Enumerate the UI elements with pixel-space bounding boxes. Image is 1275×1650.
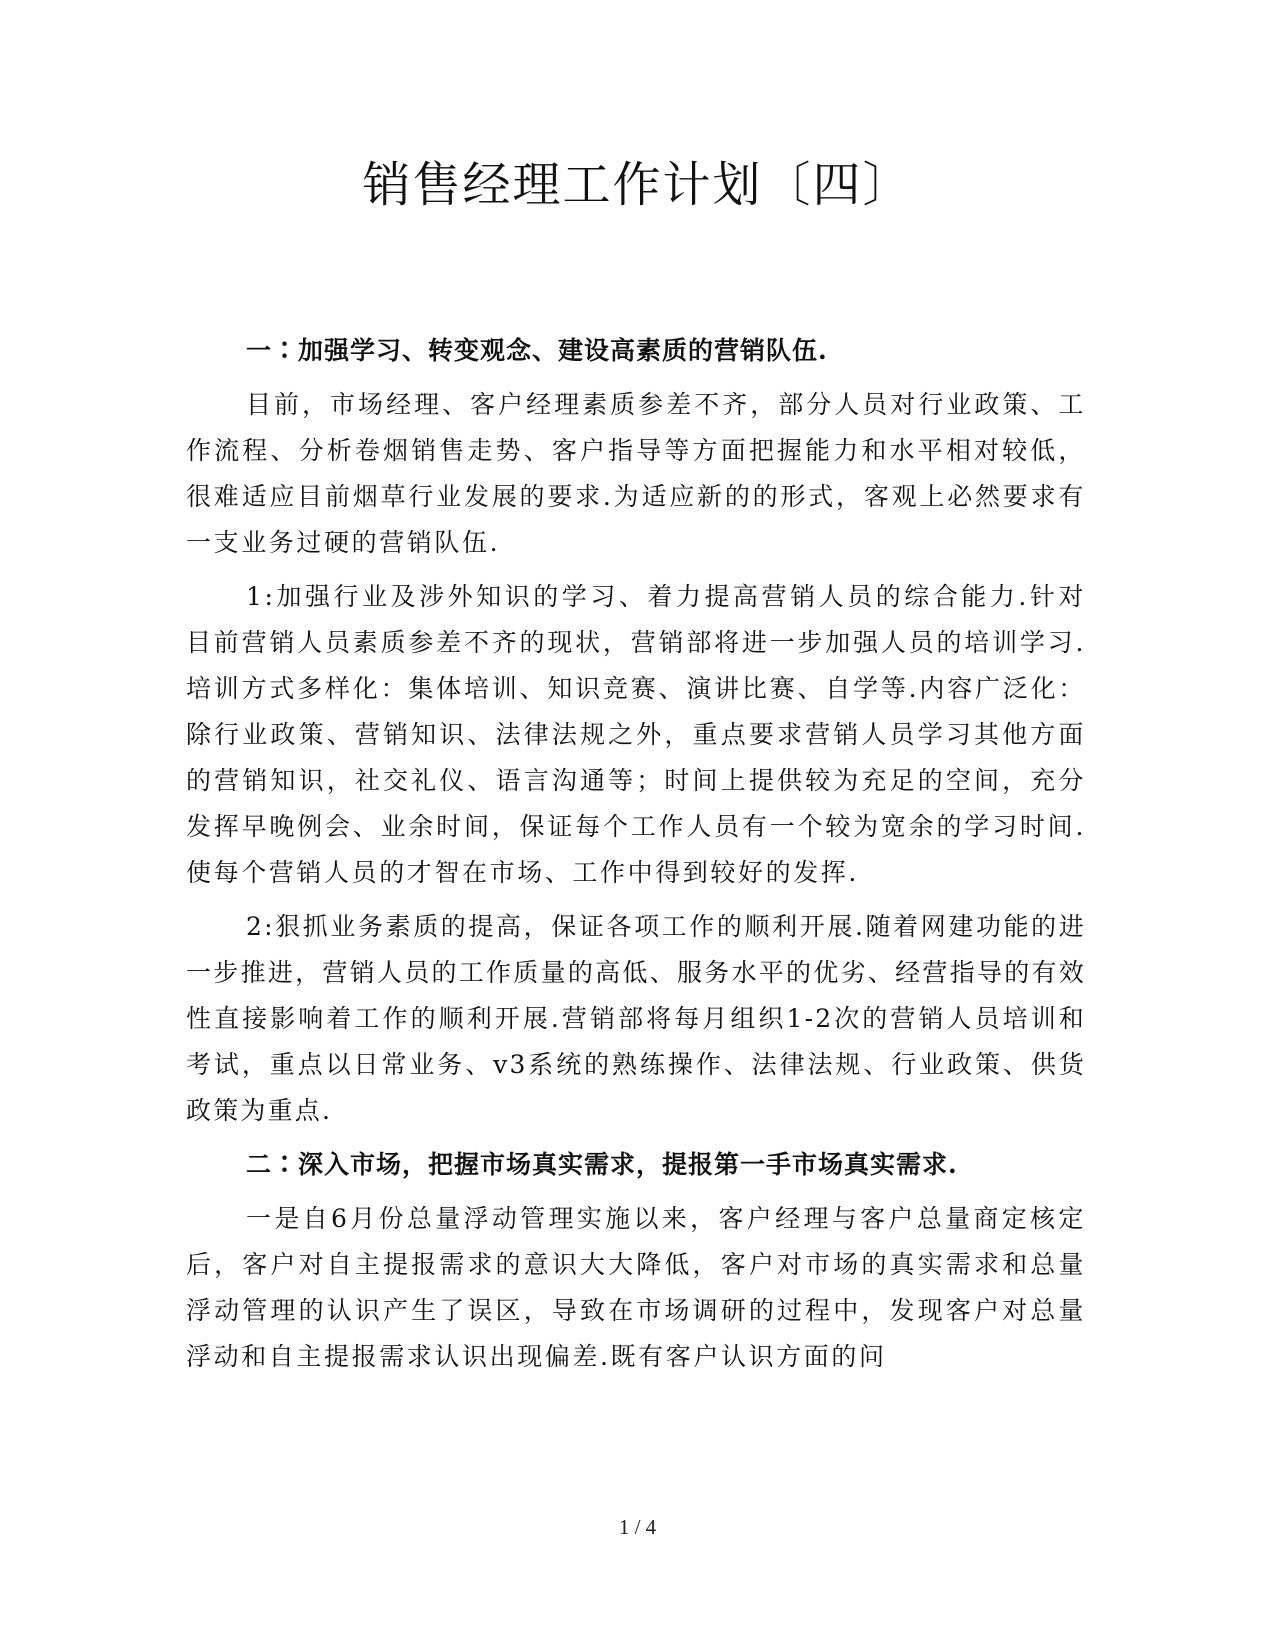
document-title: 销售经理工作计划〔四〕 [362,157,913,213]
paragraph: 1:加强行业及涉外知识的学习、着力提高营销人员的综合能力.针对目前营销人员素质参差不齐的现状，营销部将进一步加强人员的培训学习.培训方式多样化：集体培训、知识竞赛、演讲比赛、自学等.内容广泛化：除行业政策、营销知识、法律法规之外，重点要求营销人员学习其他方面的营销知识，社交礼仪、语言沟通等；时间上提供较为充足的空间，充分发挥早晚例会、业余时间，保证每个工作人员有一个较为宽余的学习时间.使每个营销人员的才智在市场、工作中得到较好的发挥. [186,582,1086,887]
paragraph: 一是自6月份总量浮动管理实施以来，客户经理与客户总量商定核定后，客户对自主提报需求的意识大大降低，客户对市场的真实需求和总量浮动管理的认识产生了误区，导致在市场调研的过程中，发现客户对总量浮动和自主提报需求认识出现偏差.既有客户认识方面的问 [186,1204,1086,1371]
paragraph: 2:狠抓业务素质的提高，保证各项工作的顺利开展.随着网建功能的进一步推进，营销人员的工作质量的高低、服务水平的优劣、经营指导的有效性直接影响着工作的顺利开展.营销部将每月组织1-2次的营销人员培训和考试，重点以日常业务、v3系统的熟练操作、法律法规、行业政策、供货政策为重点. [186,912,1086,1125]
page-number: 1 / 4 [618,1515,657,1539]
section-heading: 二∶深入市场，把握市场真实需求，提报第一手市场真实需求. [246,1150,958,1179]
document-body [186,328,1086,1388]
paragraph: 目前，市场经理、客户经理素质参差不齐，部分人员对行业政策、工作流程、分析卷烟销售走势、客户指导等方面把握能力和水平相对较低，很难适应目前烟草行业发展的要求.为适应新的的形式，客观上必然要求有一支业务过硬的营销队伍. [186,390,1086,557]
section-2 [186,1142,1086,1380]
section-heading: 一∶加强学习、转变观念、建设高素质的营销队伍. [246,336,828,365]
section-1 [186,328,1086,1134]
